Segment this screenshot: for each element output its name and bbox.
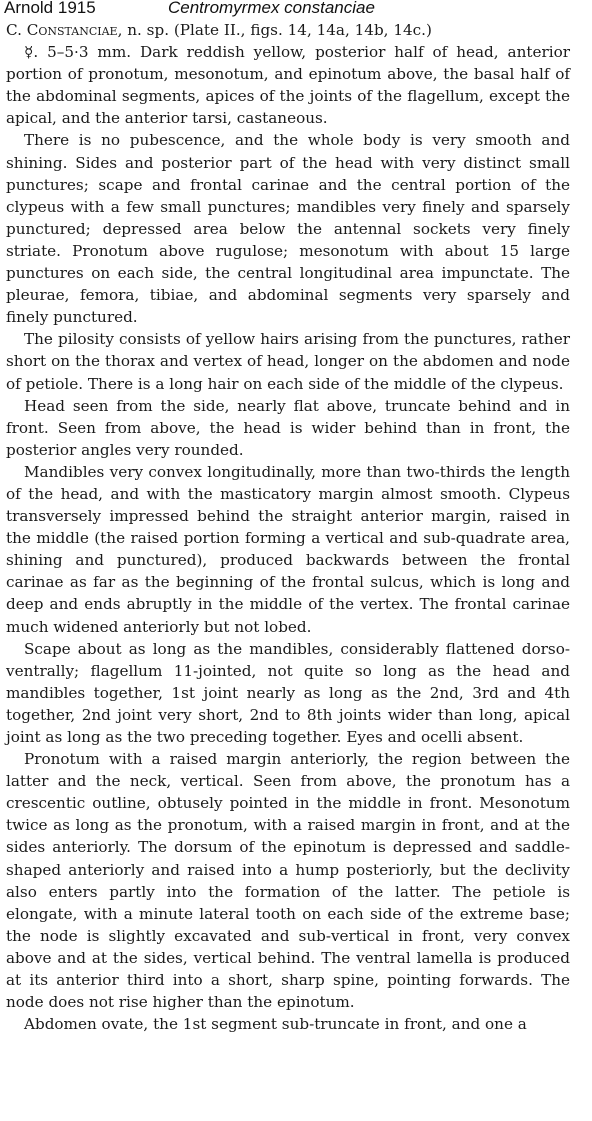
paragraph-mandibles: Mandibles very convex longitudinally, more than two-thirds the length of the head, and with the masticatory margin almost smooth. Clypeus transversely impressed behind the straight anterior margin, raised in the middle (the raised portion forming a vertical and sub-quadrate area, shining and punctured), produced backwards between the frontal carinae as far as the beginning of the frontal sulcus, which is long and deep and ends abruptly in the middle of the vertex. The frontal carinae much widened anteriorly but not lobed. (6, 462, 570, 636)
paragraph-pilosity: The pilosity consists of yellow hairs arising from the punctures, rather short on the thorax and vertex of head, longer on the abdomen and node of petiole. There is a long hair on each side of the middle of the clypeus. (6, 330, 570, 393)
paragraph-thorax: Pronotum with a raised margin anteriorly, the region between the latter and the neck, vertical. Seen from above, the pronotum has a crescentic outline, obtusely pointed in the middle in front. Mesonotum twice as long as the pronotum, with a raised margin in front, and at the sides anteriorly. The dorsum of the epinotum is depressed and saddle-shaped anteriorly and raised into a hump posteriorly, but the declivity also enters partly into the formation of the latter. The petiole is elongate, with a minute lateral tooth on each side of the extreme base; the node is slightly excavated and sub-vertical in front, very convex above and at the sides, vertical behind. The ventral lamella is produced at its anterior third into a short, sharp spine, pointing forwards. The node does not rise higher than the epinotum. (6, 750, 570, 1012)
species-name: Centromyrmex constanciae (168, 0, 375, 17)
paragraph-head: Head seen from the side, nearly flat above, truncate behind and in front. Seen from above, the head is wider behind than in front, the posterior angles very rounded. (6, 396, 570, 459)
title-rest: , n. sp. (Plate II., figs. 14, 14a, 14b, 14c.) (117, 21, 432, 39)
species-title-line (6, 19, 570, 41)
species-epithet: Constanciae (26, 21, 118, 39)
genus-abbrev: C. (6, 21, 22, 39)
paragraph-size-colour: ☿. 5–5·3 mm. Dark reddish yellow, posterior half of head, anterior portion of pronotum, mesonotum, and epinotum above, the basal half of the abdominal segments, apices of the joints of the flagellum, except the apical, and the anterior tarsi, castaneous. (6, 43, 570, 128)
author-year: Arnold 1915 (4, 0, 96, 17)
paragraph-abdomen: Abdomen ovate, the 1st segment sub-truncate in front, and one a (24, 1015, 527, 1034)
paragraph-antennae: Scape about as long as the mandibles, considerably flattened dorso-ventrally; flagellum 11-jointed, not quite so long as the head and mandibles together, 1st joint nearly as long as the 2nd, 3rd and 4th together, 2nd joint very short, 2nd to 8th joints wider than long, apical joint as long as the two preceding together. Eyes and ocelli absent. (6, 639, 570, 746)
description-text (6, 19, 570, 1035)
paragraph-sculpture: There is no pubescence, and the whole body is very smooth and shining. Sides and posterior part of the head with very distinct small punctures; scape and frontal carinae and the central portion of the clypeus with a few small punctures; mandibles very finely and sparsely punctured; depressed area below the antennal sockets very finely striate. Pronotum above rugulose; mesonotum with about 15 large punctures on each side, the central longitudinal area impunctate. The pleurae, femora, tibiae, and abdominal segments very sparsely and finely punctured. (6, 131, 570, 327)
